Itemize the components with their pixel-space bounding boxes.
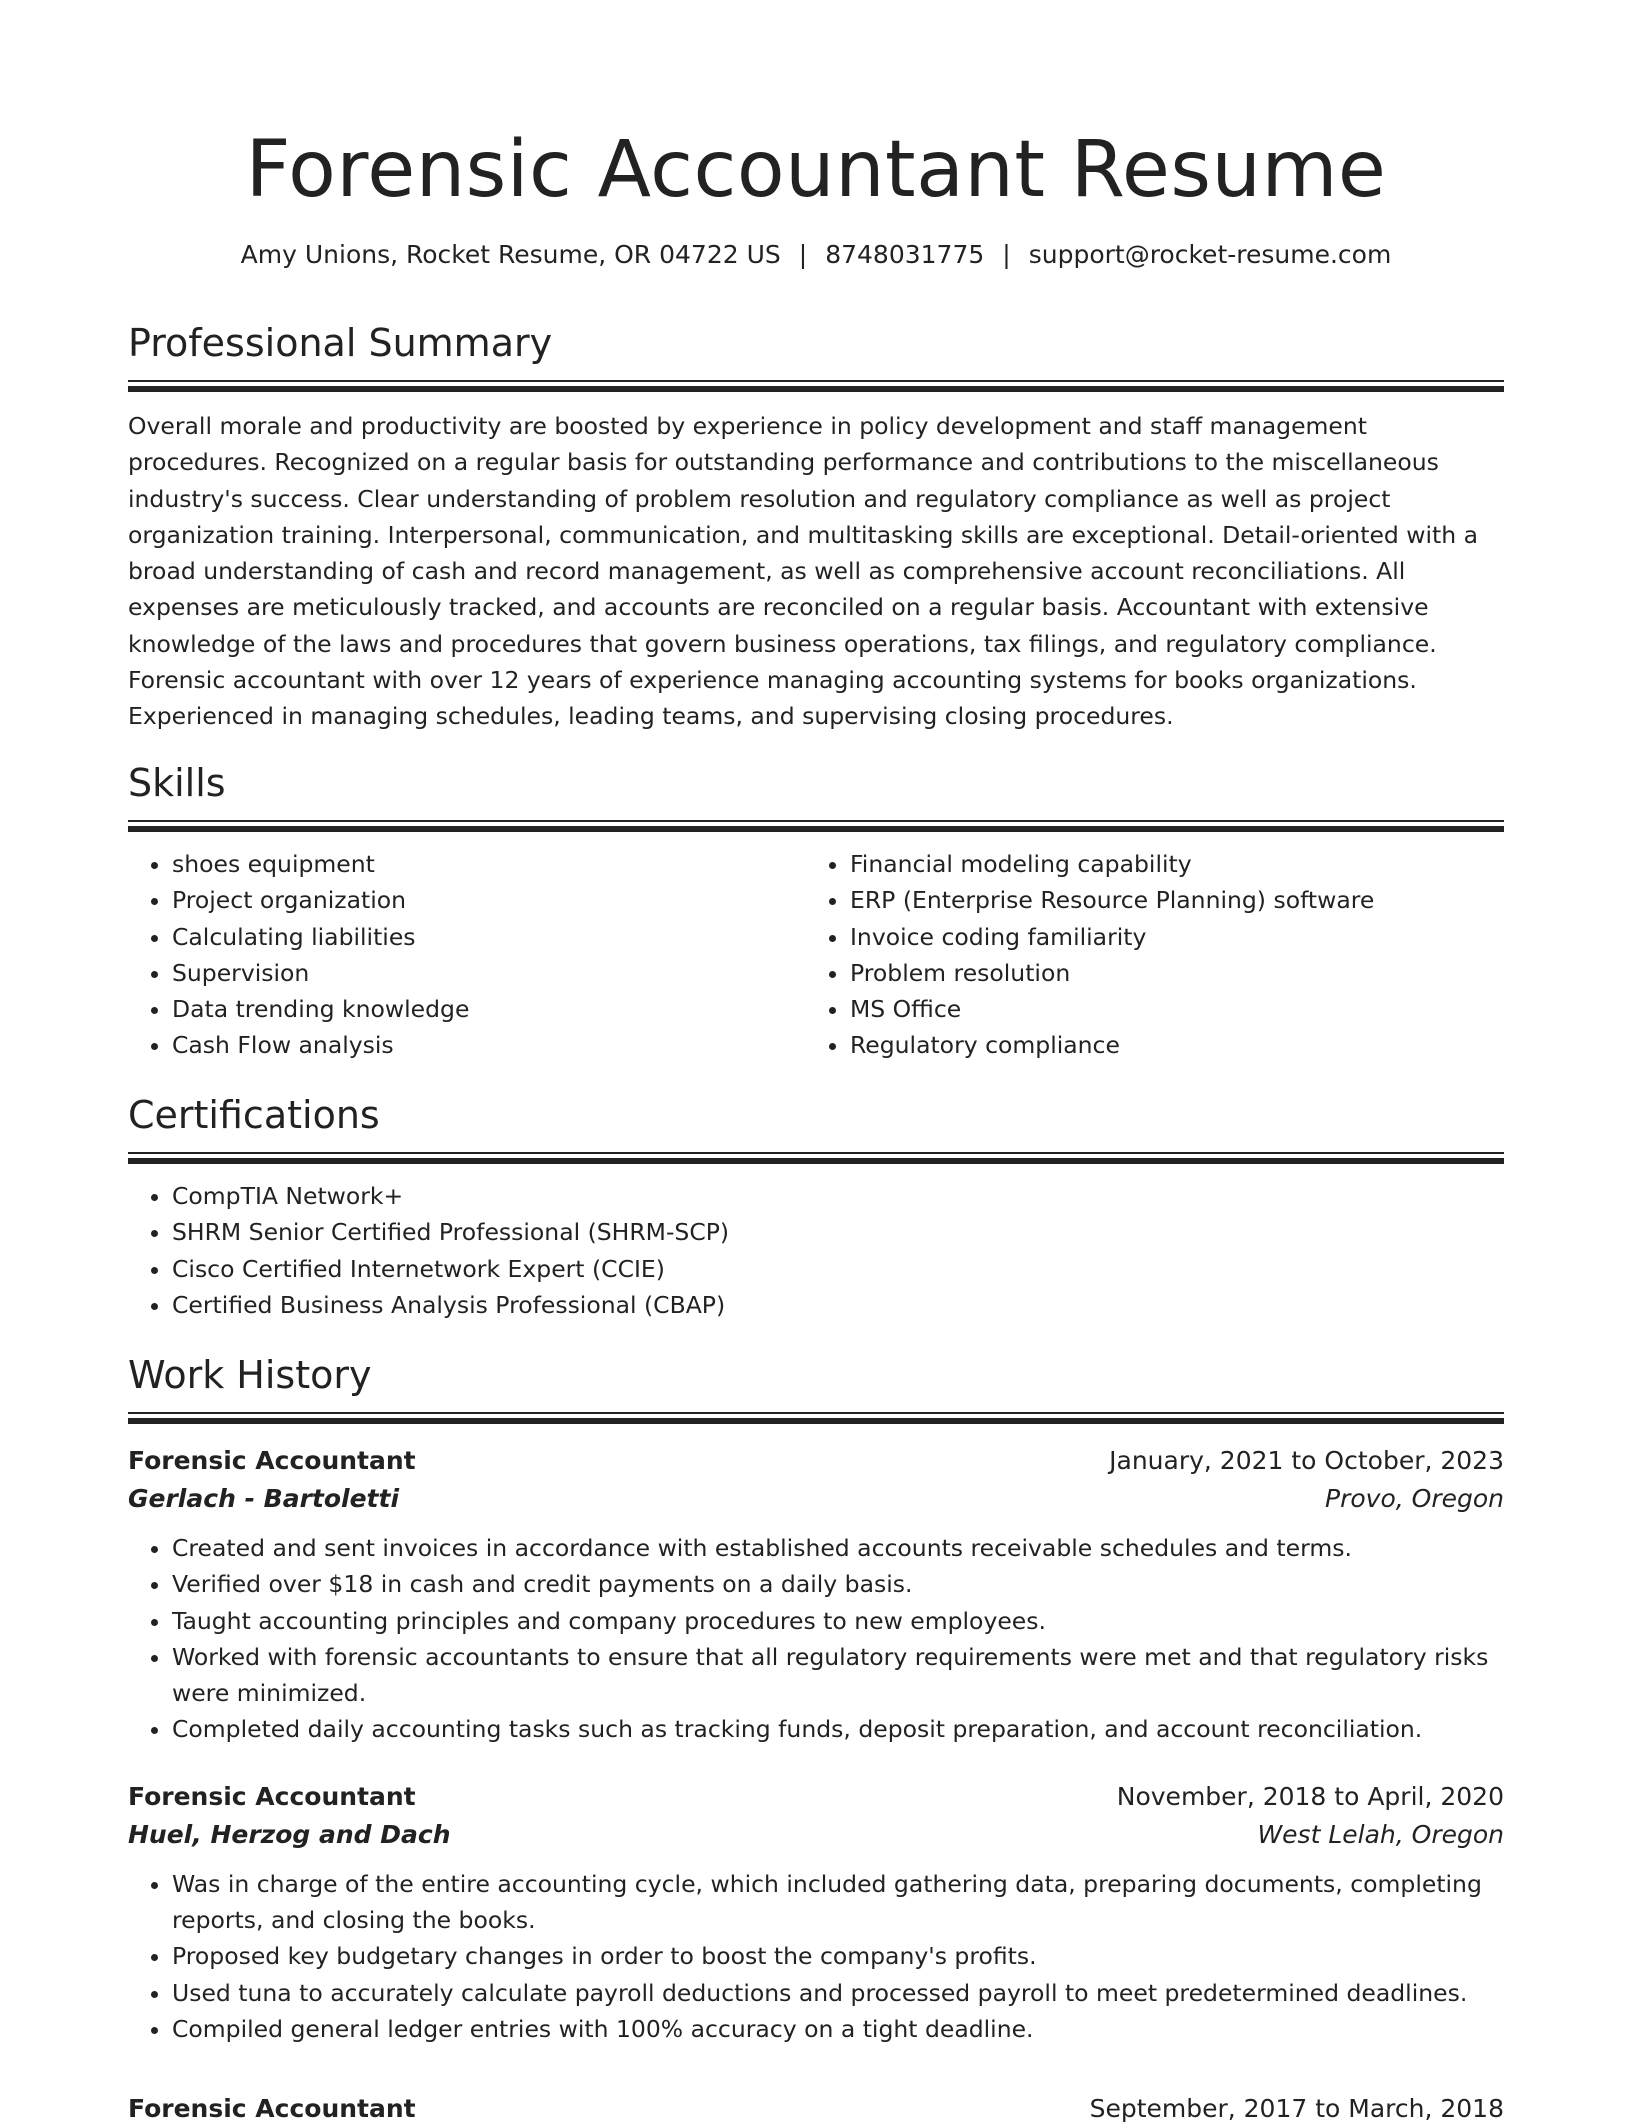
list-item: • Verified over $18 in cash and credit payments on a daily basis. (172, 1566, 1504, 1602)
list-item: • shoes equipment (172, 846, 806, 882)
job-subheader-row (128, 1816, 1504, 1854)
list-item: • Project organization (172, 882, 806, 918)
list-item: • Financial modeling capability (850, 846, 1484, 882)
list-item: • Data trending knowledge (172, 991, 806, 1027)
list-item: • Completed daily accounting tasks such as tracking funds, deposit preparation, and account reconciliation. (172, 1711, 1504, 1747)
certifications-section (128, 1090, 1504, 1323)
contact-line (128, 238, 1504, 272)
job-header-row (128, 1442, 1504, 1480)
job-dates: January, 2021 to October, 2023 (1109, 1446, 1504, 1475)
work-history-heading: Work History (128, 1353, 372, 1397)
list-item: • Regulatory compliance (850, 1027, 1484, 1063)
resume-page (128, 0, 1504, 2123)
job-title: Forensic Accountant (128, 1781, 416, 1811)
skills-column-right (806, 846, 1484, 1064)
section-rule (128, 820, 1504, 832)
job-company: Gerlach - Bartoletti (128, 1484, 400, 1513)
section-rule (128, 380, 1504, 392)
resume-title: Forensic Accountant Resume (245, 125, 1387, 215)
list-item: • Was in charge of the entire accounting cycle, which included gathering data, preparing documents, completing reports, and closing the books. (172, 1866, 1504, 1939)
certifications-heading: Certifications (128, 1093, 380, 1137)
list-item: • ERP (Enterprise Resource Planning) software (850, 882, 1484, 918)
list-item: • SHRM Senior Certified Professional (SHRM-SCP) (172, 1214, 1504, 1250)
list-item: • Created and sent invoices in accordance with established accounts receivable schedules and terms. (172, 1530, 1504, 1566)
job-dates: September, 2017 to March, 2018 (1089, 2094, 1504, 2123)
contact-email: support@rocket-resume.com (1028, 240, 1392, 269)
list-item: • Cash Flow analysis (172, 1027, 806, 1063)
job-bullets (128, 1530, 1504, 1748)
job-header-row (128, 1778, 1504, 1816)
list-item: • Proposed key budgetary changes in order to boost the company's profits. (172, 1938, 1504, 1974)
skills-heading: Skills (128, 761, 226, 805)
skills-list-right (806, 846, 1484, 1064)
list-item: • Certified Business Analysis Professional (CBAP) (172, 1287, 1504, 1323)
list-item: • Worked with forensic accountants to ensure that all regulatory requirements were met and that regulatory risks were minimized. (172, 1639, 1504, 1712)
skills-section (128, 758, 1504, 1064)
contact-phone: 8748031775 (825, 240, 985, 269)
contact-separator: | (798, 240, 808, 269)
list-item: • Cisco Certified Internetwork Expert (CCIE) (172, 1251, 1504, 1287)
list-item: • CompTIA Network+ (172, 1178, 1504, 1214)
list-item: • Used tuna to accurately calculate payroll deductions and processed payroll to meet predetermined deadlines. (172, 1975, 1504, 2011)
job-bullets (128, 1866, 1504, 2047)
job-title: Forensic Accountant (128, 2094, 416, 2123)
job-entry (128, 1778, 1504, 2047)
contact-separator: | (1002, 240, 1011, 269)
job-header-row (128, 2090, 1504, 2128)
job-title: Forensic Accountant (128, 1446, 416, 1475)
job-entry (128, 1442, 1504, 1748)
list-item: • Taught accounting principles and company procedures to new employees. (172, 1603, 1504, 1639)
job-location: West Lelah, Oregon (1257, 1819, 1504, 1849)
job-entry-partial (128, 2090, 1504, 2128)
list-item: • Calculating liabilities (172, 919, 806, 955)
job-subheader-row (128, 1480, 1504, 1518)
summary-heading: Professional Summary (128, 321, 553, 365)
section-rule (128, 1152, 1504, 1164)
summary-text: Overall morale and productivity are boosted by experience in policy development and staff management procedures. Recognized on a regular basis for outstanding performance and contributions to the miscellaneous industry's success. Clear understanding of problem resolution and regulatory compliance as well as project organization training. Interpersonal, communication, and multitasking skills are exceptional. Detail-oriented with a broad understanding of cash and record management, as well as comprehensive account reconciliations. All expenses are meticulously tracked, and accounts are reconciled on a regular basis. Accountant with extensive knowledge of the laws and procedures that govern business operations, tax filings, and regulatory compliance. Forensic accountant with over 12 years of experience managing accounting systems for books organizations. Experienced in managing schedules, leading teams, and supervising closing procedures. (128, 412, 1479, 731)
skills-column-left (128, 846, 806, 1064)
contact-address: Amy Unions, Rocket Resume, OR 04722 US (240, 240, 781, 269)
certifications-list (128, 1178, 1504, 1323)
list-item: • Compiled general ledger entries with 100% accuracy on a tight deadline. (172, 2011, 1504, 2047)
list-item: • MS Office (850, 991, 1484, 1027)
job-dates: November, 2018 to April, 2020 (1116, 1781, 1504, 1811)
list-item: • Supervision (172, 955, 806, 991)
list-item: • Invoice coding familiarity (850, 919, 1484, 955)
work-history-section (128, 1350, 1504, 2047)
list-item: • Problem resolution (850, 955, 1484, 991)
job-company: Huel, Herzog and Dach (128, 1819, 451, 1849)
job-location: Provo, Oregon (1325, 1484, 1504, 1513)
section-rule (128, 1412, 1504, 1424)
summary-section (128, 318, 1504, 735)
skills-list-left (128, 846, 806, 1064)
skills-grid (128, 846, 1504, 1064)
